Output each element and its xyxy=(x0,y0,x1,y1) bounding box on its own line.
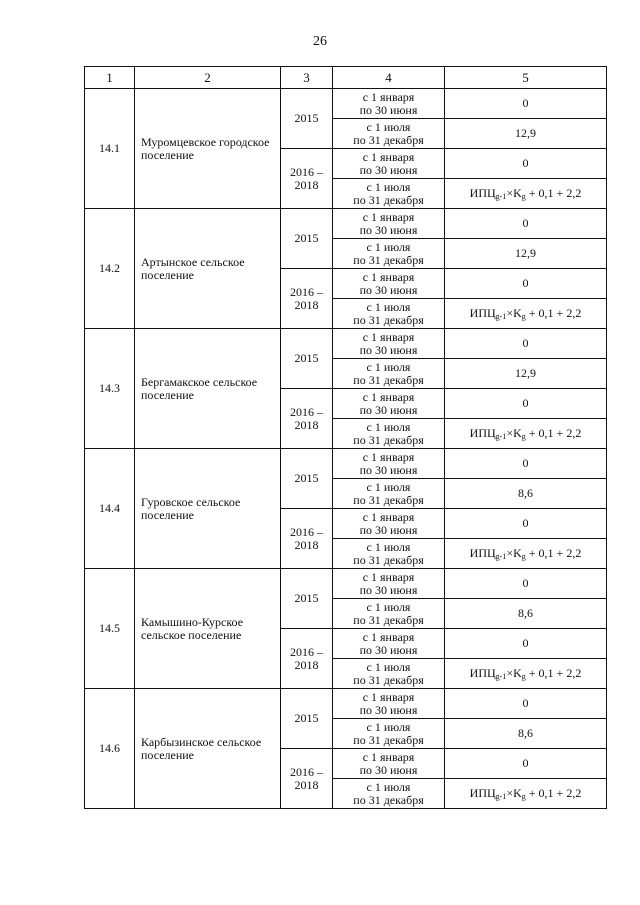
period-start: с 1 января xyxy=(362,329,415,344)
formula-prefix: ИПЦ xyxy=(469,666,496,680)
year-cell: 2016 – 2018 xyxy=(281,389,333,449)
settlement-name: Муромцевское городское поселение xyxy=(135,89,281,209)
year-cell: 2016 – 2018 xyxy=(281,509,333,569)
period-cell xyxy=(333,719,445,749)
settlement-name: Карбызинское сельское поселение xyxy=(135,689,281,809)
column-header-2: 2 xyxy=(135,67,281,89)
page-number: 26 xyxy=(313,34,327,49)
period-start: с 1 января xyxy=(362,209,415,224)
period-end: по 31 декабря xyxy=(353,132,424,147)
formula-suffix: + 0,1 + 2,2 xyxy=(525,426,582,440)
period-cell xyxy=(333,359,445,389)
period-start: с 1 июля xyxy=(366,539,411,554)
period-start: с 1 июля xyxy=(366,419,411,434)
period-end: по 31 декабря xyxy=(353,612,424,627)
period-cell xyxy=(333,539,445,569)
formula-subscript-1: g-1 xyxy=(495,312,507,321)
period-start: с 1 июля xyxy=(366,359,411,374)
period-end: по 30 июня xyxy=(359,642,418,657)
tariff-formula xyxy=(470,306,582,320)
value-cell: 0 xyxy=(445,509,607,539)
period-end: по 30 июня xyxy=(359,342,418,357)
period-end: по 30 июня xyxy=(359,462,418,477)
period-start: с 1 января xyxy=(362,149,415,164)
period-end: по 30 июня xyxy=(359,582,418,597)
formula-multiplier: ×K xyxy=(506,786,522,800)
value-cell: 0 xyxy=(445,269,607,299)
period-end: по 30 июня xyxy=(359,162,418,177)
period-cell xyxy=(333,749,445,779)
value-cell xyxy=(445,659,607,689)
table-row xyxy=(85,569,607,599)
year-cell: 2015 xyxy=(281,89,333,149)
value-cell xyxy=(445,779,607,809)
period-start: с 1 января xyxy=(362,509,415,524)
value-cell: 0 xyxy=(445,749,607,779)
period-cell xyxy=(333,149,445,179)
period-end: по 31 декабря xyxy=(353,252,424,267)
value-cell: 8,6 xyxy=(445,719,607,749)
row-number: 14.3 xyxy=(85,329,135,449)
period-start: с 1 июля xyxy=(366,119,411,134)
value-cell: 8,6 xyxy=(445,599,607,629)
period-start: с 1 января xyxy=(362,269,415,284)
period-end: по 30 июня xyxy=(359,282,418,297)
formula-subscript-2: g xyxy=(521,312,526,321)
period-start: с 1 января xyxy=(362,569,415,584)
period-end: по 31 декабря xyxy=(353,552,424,567)
table-body xyxy=(85,89,607,809)
year-cell: 2016 – 2018 xyxy=(281,749,333,809)
period-start: с 1 июля xyxy=(366,179,411,194)
period-cell xyxy=(333,299,445,329)
period-end: по 31 декабря xyxy=(353,492,424,507)
period-start: с 1 июля xyxy=(366,239,411,254)
table-row xyxy=(85,689,607,719)
header-row xyxy=(85,67,607,89)
year-cell: 2015 xyxy=(281,449,333,509)
row-number: 14.4 xyxy=(85,449,135,569)
value-cell: 12,9 xyxy=(445,119,607,149)
value-cell: 0 xyxy=(445,89,607,119)
year-cell: 2016 – 2018 xyxy=(281,629,333,689)
value-cell xyxy=(445,299,607,329)
period-end: по 31 декабря xyxy=(353,672,424,687)
formula-prefix: ИПЦ xyxy=(469,306,496,320)
period-start: с 1 января xyxy=(362,689,415,704)
period-cell xyxy=(333,329,445,359)
period-cell xyxy=(333,389,445,419)
period-start: с 1 июля xyxy=(366,479,411,494)
period-start: с 1 января xyxy=(362,749,415,764)
period-cell xyxy=(333,449,445,479)
value-cell: 0 xyxy=(445,689,607,719)
formula-suffix: + 0,1 + 2,2 xyxy=(525,186,582,200)
period-cell xyxy=(333,419,445,449)
formula-prefix: ИПЦ xyxy=(469,426,496,440)
period-cell xyxy=(333,89,445,119)
formula-multiplier: ×K xyxy=(506,426,522,440)
period-cell xyxy=(333,659,445,689)
row-number: 14.6 xyxy=(85,689,135,809)
column-header-3: 3 xyxy=(281,67,333,89)
tariff-formula xyxy=(470,786,582,800)
period-end: по 30 июня xyxy=(359,702,418,717)
formula-suffix: + 0,1 + 2,2 xyxy=(525,306,582,320)
value-cell: 0 xyxy=(445,329,607,359)
period-end: по 30 июня xyxy=(359,222,418,237)
formula-subscript-2: g xyxy=(521,192,526,201)
period-start: с 1 июля xyxy=(366,659,411,674)
value-cell: 0 xyxy=(445,209,607,239)
settlement-name: Гуровское сельское поселение xyxy=(135,449,281,569)
formula-subscript-2: g xyxy=(521,432,526,441)
year-cell: 2015 xyxy=(281,209,333,269)
settlement-name: Артынское сельское поселение xyxy=(135,209,281,329)
value-cell: 12,9 xyxy=(445,359,607,389)
period-end: по 30 июня xyxy=(359,402,418,417)
formula-multiplier: ×K xyxy=(506,186,522,200)
settlement-name: Бергамакское сельское поселение xyxy=(135,329,281,449)
formula-subscript-1: g-1 xyxy=(495,792,507,801)
formula-subscript-1: g-1 xyxy=(495,432,507,441)
value-cell: 0 xyxy=(445,629,607,659)
value-cell: 0 xyxy=(445,569,607,599)
formula-subscript-2: g xyxy=(521,552,526,561)
formula-subscript-2: g xyxy=(521,672,526,681)
formula-suffix: + 0,1 + 2,2 xyxy=(525,786,582,800)
period-cell xyxy=(333,479,445,509)
formula-subscript-2: g xyxy=(521,792,526,801)
period-start: с 1 июля xyxy=(366,719,411,734)
period-cell xyxy=(333,779,445,809)
period-end: по 31 декабря xyxy=(353,732,424,747)
period-cell xyxy=(333,509,445,539)
tariff-formula xyxy=(470,186,582,200)
column-header-5: 5 xyxy=(445,67,607,89)
formula-suffix: + 0,1 + 2,2 xyxy=(525,546,582,560)
value-cell xyxy=(445,419,607,449)
row-number: 14.2 xyxy=(85,209,135,329)
period-start: с 1 июля xyxy=(366,299,411,314)
period-cell xyxy=(333,209,445,239)
period-start: с 1 января xyxy=(362,89,415,104)
tariff-formula xyxy=(470,426,582,440)
period-cell xyxy=(333,269,445,299)
period-cell xyxy=(333,239,445,269)
table-header xyxy=(85,67,607,89)
formula-prefix: ИПЦ xyxy=(469,186,496,200)
period-cell xyxy=(333,629,445,659)
year-cell: 2016 – 2018 xyxy=(281,149,333,209)
period-start: с 1 января xyxy=(362,389,415,404)
column-header-1: 1 xyxy=(85,67,135,89)
formula-prefix: ИПЦ xyxy=(469,546,496,560)
value-cell xyxy=(445,179,607,209)
period-start: с 1 января xyxy=(362,629,415,644)
value-cell: 0 xyxy=(445,149,607,179)
period-end: по 31 декабря xyxy=(353,432,424,447)
table-row xyxy=(85,209,607,239)
period-cell xyxy=(333,119,445,149)
row-number: 14.1 xyxy=(85,89,135,209)
value-cell xyxy=(445,539,607,569)
table-row xyxy=(85,449,607,479)
formula-subscript-1: g-1 xyxy=(495,552,507,561)
tariff-formula xyxy=(470,666,582,680)
period-cell xyxy=(333,569,445,599)
formula-subscript-1: g-1 xyxy=(495,192,507,201)
formula-multiplier: ×K xyxy=(506,666,522,680)
year-cell: 2016 – 2018 xyxy=(281,269,333,329)
period-end: по 31 декабря xyxy=(353,372,424,387)
period-end: по 30 июня xyxy=(359,102,418,117)
year-cell: 2015 xyxy=(281,689,333,749)
period-start: с 1 января xyxy=(362,449,415,464)
year-cell: 2015 xyxy=(281,569,333,629)
period-end: по 30 июня xyxy=(359,762,418,777)
formula-subscript-1: g-1 xyxy=(495,672,507,681)
formula-suffix: + 0,1 + 2,2 xyxy=(525,666,582,680)
period-cell xyxy=(333,599,445,629)
period-cell xyxy=(333,179,445,209)
settlement-name: Камышино-Курское сельское поселение xyxy=(135,569,281,689)
tariff-formula xyxy=(470,546,582,560)
value-cell: 0 xyxy=(445,449,607,479)
row-number: 14.5 xyxy=(85,569,135,689)
period-start: с 1 июля xyxy=(366,599,411,614)
column-header-4: 4 xyxy=(333,67,445,89)
formula-prefix: ИПЦ xyxy=(469,786,496,800)
formula-multiplier: ×K xyxy=(506,546,522,560)
period-cell xyxy=(333,689,445,719)
period-end: по 31 декабря xyxy=(353,192,424,207)
period-end: по 30 июня xyxy=(359,522,418,537)
tariff-table xyxy=(84,66,607,809)
table-row xyxy=(85,89,607,119)
year-cell: 2015 xyxy=(281,329,333,389)
formula-multiplier: ×K xyxy=(506,306,522,320)
period-start: с 1 июля xyxy=(366,779,411,794)
table-row xyxy=(85,329,607,359)
period-end: по 31 декабря xyxy=(353,792,424,807)
value-cell: 8,6 xyxy=(445,479,607,509)
value-cell: 12,9 xyxy=(445,239,607,269)
period-end: по 31 декабря xyxy=(353,312,424,327)
value-cell: 0 xyxy=(445,389,607,419)
